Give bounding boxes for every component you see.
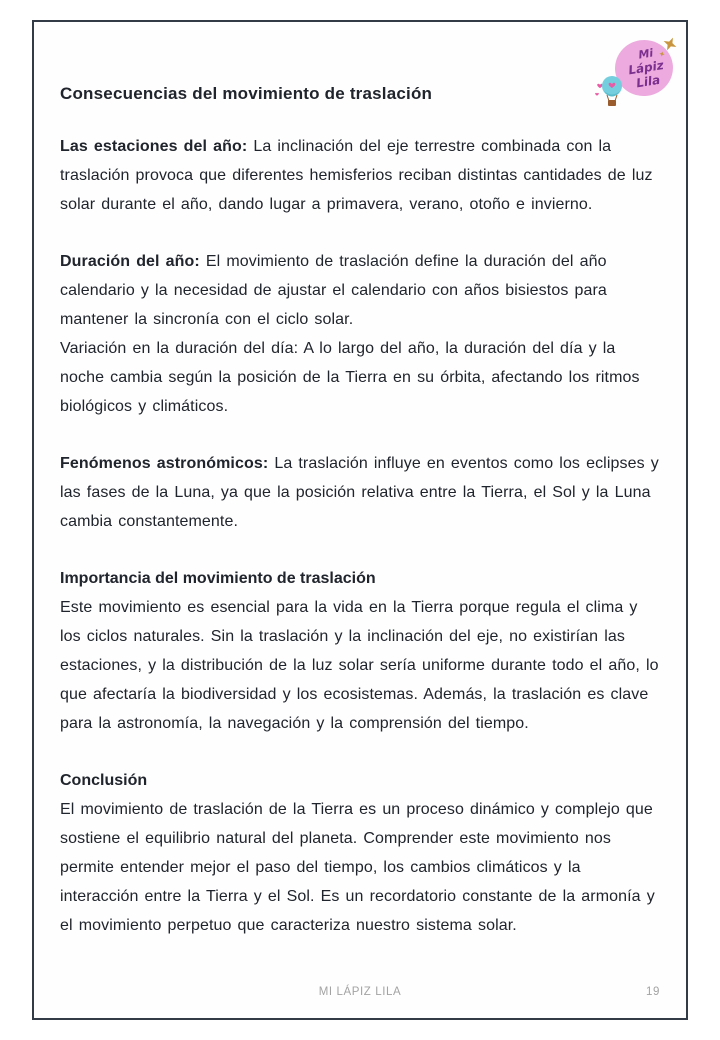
paragraph-text: El movimiento de traslación define la duración del año calendario y la necesidad de ajustar el calendario con años bisiestos para mantener la sincronía con el ciclo solar. (60, 253, 607, 328)
page-title: Consecuencias del movimiento de traslación (60, 84, 433, 103)
balloon-icon (602, 76, 622, 106)
paragraph-lead: Las estaciones del año: (60, 138, 248, 155)
section-heading-importancia: Importancia del movimiento de traslación (60, 570, 376, 587)
paragraph-variacion (60, 334, 660, 421)
paragraph-conclusion: El movimiento de traslación de la Tierra es un proceso dinámico y complejo que sostiene el equilibrio natural del planeta. Comprender este movimiento nos permite entender mejor el paso del tiempo, los cambios climáticos y la interacción entre la Tierra y el Sol. Es un recordatorio constante de la armonía y el movimiento perpetuo que caracteriza nuestro sistema solar. (60, 801, 655, 934)
brand-logo (594, 34, 678, 110)
logo-graphic (594, 34, 678, 110)
svg-text:Lila: Lila (635, 72, 662, 91)
footer-page-number: 19 (646, 986, 660, 998)
paragraph-duracion (60, 247, 660, 334)
paragraph-text: La inclinación del eje terrestre combinada con la traslación provoca que diferentes hemisferios reciban distintas cantidades de luz solar durante el año, dando lugar a primavera, verano, otoño e invierno. (60, 138, 653, 213)
paragraph-fenomenos (60, 449, 660, 536)
paragraph-text: La traslación influye en eventos como los eclipses y las fases de la Luna, ya que la posición relativa entre la Tierra, el Sol y la Luna cambia constantemente. (60, 455, 659, 530)
page-footer (34, 986, 686, 1002)
hearts-icon (595, 84, 603, 96)
paragraph-lead: Fenómenos astronómicos: (60, 455, 269, 472)
svg-text:Lápiz: Lápiz (627, 58, 665, 78)
paragraph-text: Variación en la duración del día: A lo largo del año, la duración del día y la noche cambia según la posición de la Tierra en su órbita, afectando los ritmos biológicos y climáticos. (60, 340, 640, 415)
paragraph-importancia: Este movimiento es esencial para la vida en la Tierra porque regula el clima y los ciclos naturales. Sin la traslación y la inclinación del eje, no existirían las estaciones, y la distribución de la luz solar sería uniforme durante todo el año, lo que afectaría la biodiversidad y los ecosistemas. Además, la traslación es clave para la astronomía, la navegación y la comprensión del tiempo. (60, 599, 659, 732)
footer-brand: MI LÁPIZ LILA (318, 986, 402, 998)
svg-text:Mi: Mi (637, 46, 655, 62)
paragraph-lead: Duración del año: (60, 253, 200, 270)
section-heading-conclusion: Conclusión (60, 772, 148, 789)
paragraph-las-estaciones (60, 132, 660, 219)
document-page (32, 20, 688, 1020)
